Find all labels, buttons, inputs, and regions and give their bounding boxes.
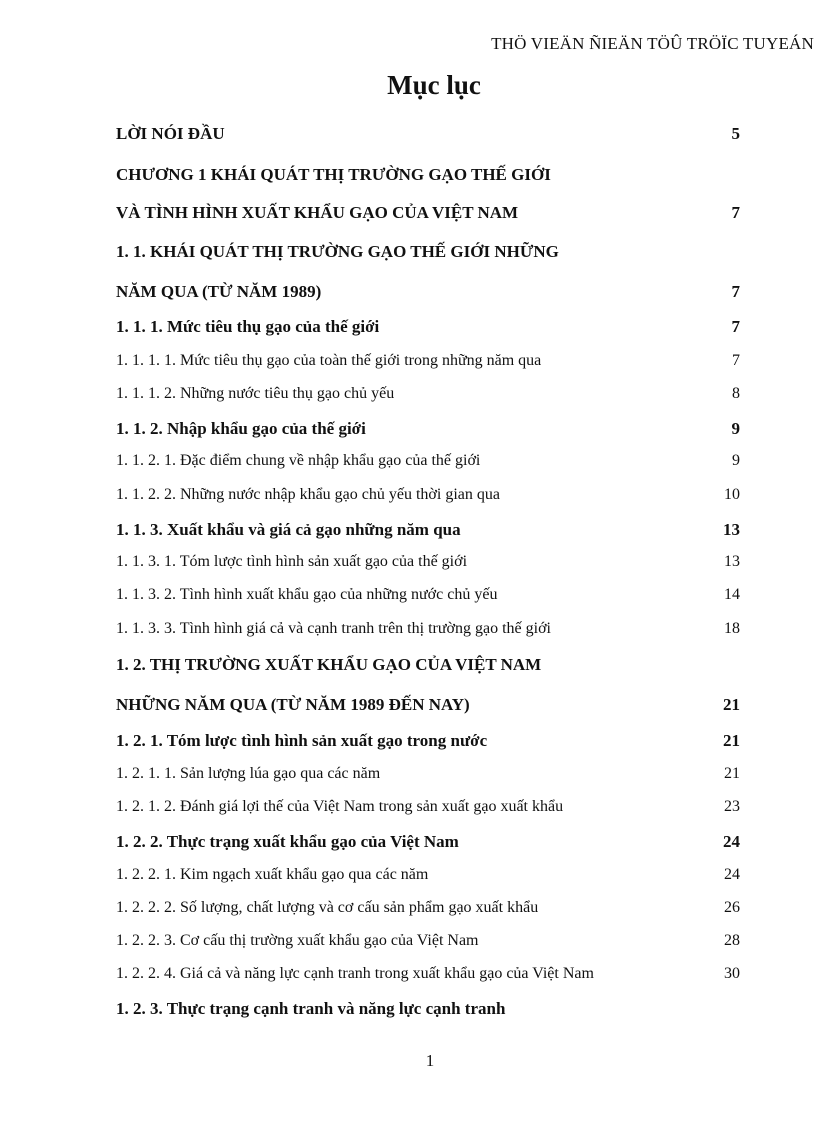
toc-entry-text: 1. 2. 1. Tóm lược tình hình sản xuất gạo trong nước [116,731,488,750]
toc-entry-page: 9 [732,452,740,469]
toc-entry-text: CHƯƠNG 1 KHÁI QUÁT THỊ TRƯỜNG GẠO THẾ GIỚI [116,165,551,184]
toc-entry-text: 1. 2. 1. 1. Sản lượng lúa gạo qua các năm [116,765,381,782]
toc-entry-text: NĂM QUA (TỪ NĂM 1989) [116,282,322,301]
toc-entry[interactable] [116,282,740,302]
toc-entry-text: LỜI NÓI ĐẦU [116,124,225,143]
toc-entry-text: 1. 2. 2. 1. Kim ngạch xuất khẩu gạo qua các năm [116,866,429,883]
toc-entry[interactable] [116,655,740,675]
toc-entry[interactable] [116,385,740,403]
page-header: THÖ VIEÄN ÑIEÄN TÖÛ TRÖÏC TUYEÁN [491,34,814,53]
toc-entry[interactable] [116,695,740,715]
toc-entry-page: 14 [724,586,740,603]
toc-entry-page: 7 [731,317,740,336]
toc-entry[interactable] [116,317,740,337]
toc-entry-page: 21 [723,695,740,714]
toc-entry-text: 1. 1. 3. Xuất khẩu và giá cả gạo những năm qua [116,520,461,539]
toc-entry-text: 1. 1. 1. 1. Mức tiêu thụ gạo của toàn thế giới trong những năm qua [116,352,542,369]
toc-entry-page: 9 [731,419,740,438]
toc-entry[interactable] [116,165,740,185]
toc-entry[interactable] [116,419,740,439]
toc-entry-page: 10 [724,486,740,503]
toc-entry-text: 1. 2. 2. Thực trạng xuất khẩu gạo của Việt Nam [116,832,459,851]
toc-entry-page: 21 [723,731,740,750]
toc-entry[interactable] [116,452,740,470]
toc-entry[interactable] [116,124,740,144]
page-title: Mục lục [387,70,481,100]
toc-entry-text: 1. 1. KHÁI QUÁT THỊ TRƯỜNG GẠO THẾ GIỚI NHỮNG [116,242,559,261]
toc-entry-text: 1. 1. 3. 3. Tình hình giá cả và cạnh tranh trên thị trường gạo thế giới [116,620,551,637]
toc-entry[interactable] [116,832,740,852]
toc-entry-text: 1. 1. 1. 2. Những nước tiêu thụ gạo chủ yếu [116,385,395,402]
toc-entry-page: 13 [724,553,740,570]
toc-entry[interactable] [116,520,740,540]
toc-entry-text: 1. 2. 1. 2. Đánh giá lợi thế của Việt Nam trong sản xuất gạo xuất khẩu [116,798,564,815]
toc-entry-page: 24 [724,866,740,883]
toc-entry-text: 1. 1. 2. Nhập khẩu gạo của thế giới [116,419,366,438]
toc-entry[interactable] [116,352,740,370]
toc-entry[interactable] [116,765,740,783]
toc-entry-page: 23 [724,798,740,815]
toc-entry-text: VÀ TÌNH HÌNH XUẤT KHẨU GẠO CỦA VIỆT NAM [116,203,519,222]
toc-entry[interactable] [116,553,740,571]
toc-entry[interactable] [116,798,740,816]
toc-entry[interactable] [116,731,740,751]
toc-entry-page: 13 [723,520,740,539]
toc-entry-page: 30 [724,965,740,982]
page-number: 1 [425,1051,435,1070]
toc-entry-page: 28 [724,932,740,949]
toc-entry-page: 7 [731,203,740,222]
toc-entry-page: 7 [731,282,740,301]
toc-entry[interactable] [116,486,740,504]
toc-entry-text: 1. 2. 3. Thực trạng cạnh tranh và năng lực cạnh tranh [116,999,506,1018]
toc-entry[interactable] [116,999,740,1019]
toc-entry[interactable] [116,586,740,604]
toc-entry[interactable] [116,899,740,917]
toc-entry-text: 1. 1. 2. 1. Đặc điểm chung về nhập khẩu gạo của thế giới [116,452,481,469]
toc-entry[interactable] [116,620,740,638]
toc-entry-page: 18 [724,620,740,637]
toc-entry-text: 1. 2. 2. 2. Số lượng, chất lượng và cơ cấu sản phẩm gạo xuất khẩu [116,899,539,916]
toc-entry-text: NHỮNG NĂM QUA (TỪ NĂM 1989 ĐẾN NAY) [116,695,470,714]
toc-entry-text: 1. 1. 3. 1. Tóm lược tình hình sản xuất gạo của thế giới [116,553,468,570]
toc-entry-text: 1. 2. 2. 4. Giá cả và năng lực cạnh tranh trong xuất khẩu gạo của Việt Nam [116,965,594,982]
toc-entry-page: 21 [724,765,740,782]
toc-entry[interactable] [116,866,740,884]
toc-entry-text: 1. 1. 2. 2. Những nước nhập khẩu gạo chủ yếu thời gian qua [116,486,500,503]
toc-entry-page: 24 [723,832,740,851]
toc-entry[interactable] [116,203,740,223]
toc-entry-text: 1. 2. 2. 3. Cơ cấu thị trường xuất khẩu gạo của Việt Nam [116,932,479,949]
toc-entry-page: 8 [732,385,740,402]
toc-entry[interactable] [116,242,740,262]
toc-entry-text: 1. 1. 1. Mức tiêu thụ gạo của thế giới [116,317,380,336]
toc-entry-page: 7 [732,352,740,369]
toc-entry-page: 5 [731,124,740,143]
toc-entry[interactable] [116,932,740,950]
toc-entry-text: 1. 2. THỊ TRƯỜNG XUẤT KHẨU GẠO CỦA VIỆT NAM [116,655,542,674]
toc-entry-text: 1. 1. 3. 2. Tình hình xuất khẩu gạo của những nước chủ yếu [116,586,498,603]
toc-entry-page: 26 [724,899,740,916]
toc-entry[interactable] [116,965,740,983]
